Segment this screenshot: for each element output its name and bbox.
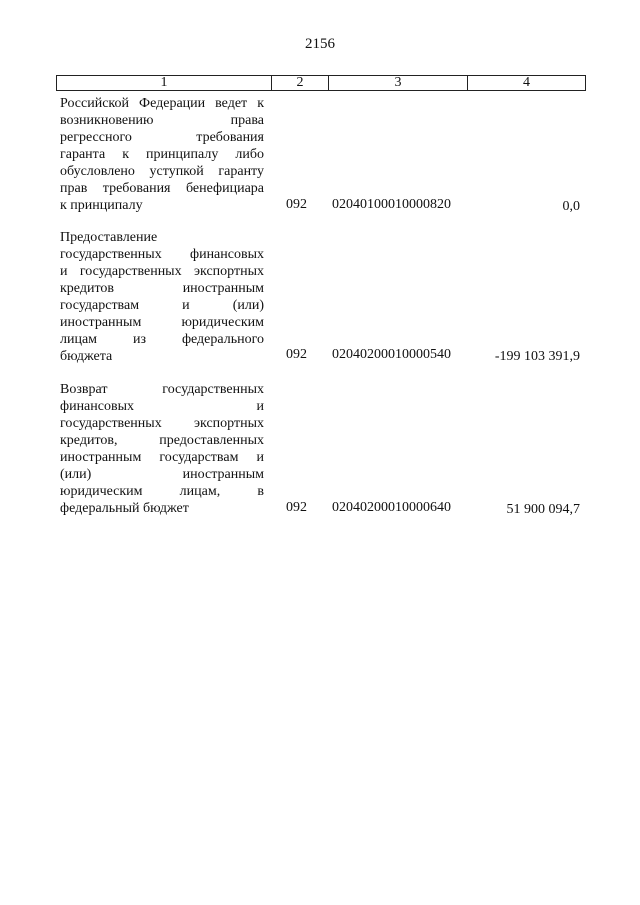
description-line: возникновению права: [60, 113, 264, 128]
description-line: бюджета: [60, 349, 113, 364]
description-line: кредитов иностранным: [60, 281, 264, 296]
amount-value: 51 900 094,7: [506, 502, 580, 517]
description-line: обусловлено уступкой гаранту: [60, 164, 264, 179]
column-header-3: 3: [329, 76, 468, 90]
chapter-code: 092: [286, 197, 307, 212]
chapter-code: 092: [286, 347, 307, 362]
amount-value: -199 103 391,9: [494, 349, 580, 364]
description-line: Предоставление: [60, 230, 158, 245]
description-line: государственных экспортных: [60, 416, 264, 431]
description-line: государствам и (или): [60, 298, 264, 313]
classifier-code: 02040200010000640: [332, 500, 451, 515]
amount-value: 0,0: [562, 199, 580, 214]
column-header-2: 2: [272, 76, 329, 90]
description-line: (или) иностранным: [60, 467, 264, 482]
chapter-code: 092: [286, 500, 307, 515]
description-line: кредитов, предоставленных: [60, 433, 264, 448]
description-line: юридическим лицам, в: [60, 484, 264, 499]
description-line: федеральный бюджет: [60, 501, 189, 516]
description-line: к принципалу: [60, 198, 143, 213]
description-line: финансовых и: [60, 399, 264, 414]
description-line: лицам из федерального: [60, 332, 264, 347]
table-row: [60, 381, 584, 517]
column-header-4: 4: [523, 75, 530, 90]
page-number: 2156: [305, 36, 335, 52]
description-line: Возврат государственных: [60, 382, 264, 397]
row-description: [60, 229, 264, 365]
row-description: [60, 95, 264, 214]
table-header-row: [56, 75, 586, 91]
description-line: и государственных экспортных: [60, 264, 264, 279]
description-line: регрессного требования: [60, 130, 264, 145]
description-line: гаранта к принципалу либо: [60, 147, 264, 162]
description-line: государственных финансовых: [60, 247, 264, 262]
classifier-code: 02040200010000540: [332, 347, 451, 362]
column-header-1: 1: [57, 76, 272, 90]
table-row: [60, 95, 584, 214]
description-line: иностранным государствам и: [60, 450, 264, 465]
description-line: Российской Федерации ведет к: [60, 96, 264, 111]
table-row: [60, 229, 584, 365]
row-description: [60, 381, 264, 517]
description-line: прав требования бенефициара: [60, 181, 264, 196]
classifier-code: 02040100010000820: [332, 197, 451, 212]
description-line: иностранным юридическим: [60, 315, 264, 330]
